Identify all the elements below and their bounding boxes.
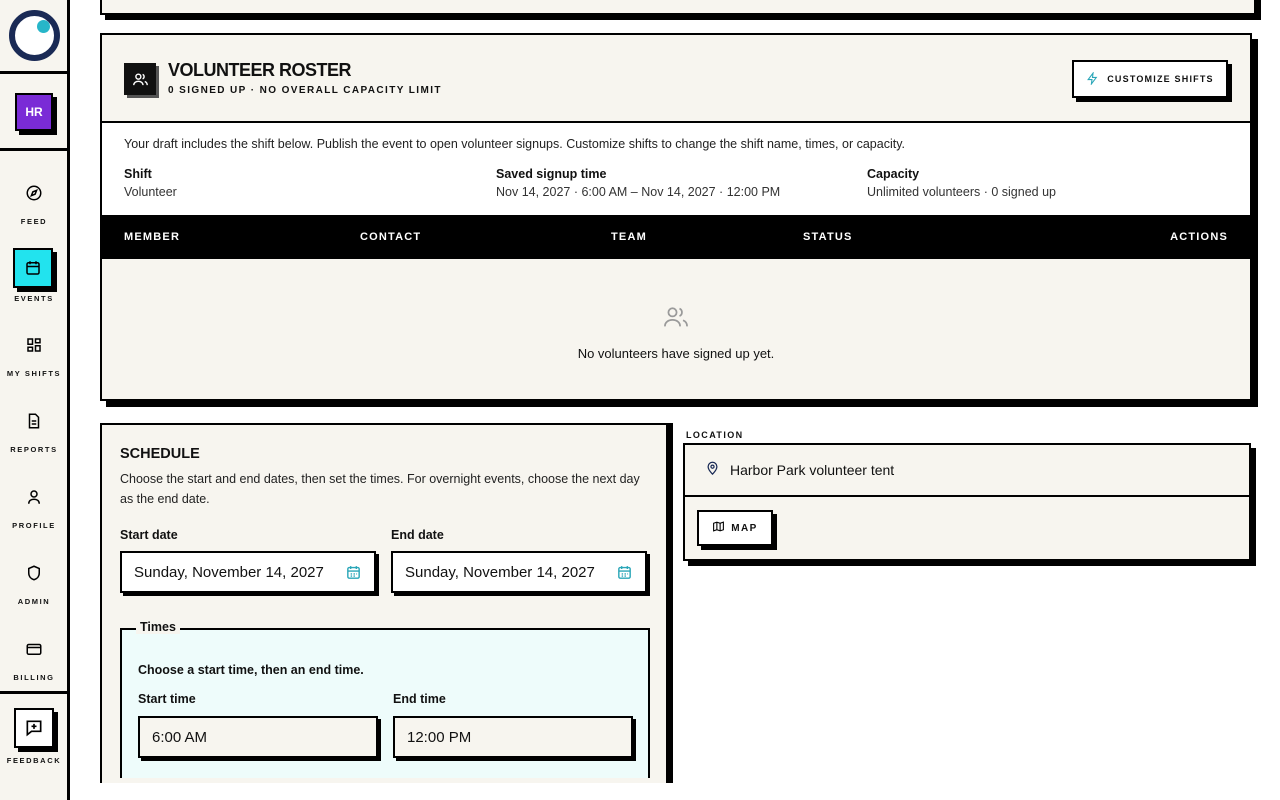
capacity-value: Unlimited volunteers · 0 signed up: [867, 185, 1056, 199]
capacity-info: [867, 167, 1056, 199]
sidebar: [0, 0, 70, 800]
calendar-icon[interactable]: [345, 564, 362, 585]
nav-item-feed[interactable]: [0, 175, 68, 226]
end-date-input[interactable]: [391, 551, 647, 593]
start-date-label: Start date: [120, 528, 178, 542]
start-date-input[interactable]: [120, 551, 376, 593]
nav-label: ADMIN: [17, 597, 51, 606]
start-date-value: Sunday, November 14, 2027: [134, 564, 324, 581]
nav-item-billing[interactable]: [0, 631, 68, 682]
end-date-label: End date: [391, 528, 444, 542]
nav-label: BILLING: [13, 673, 55, 682]
shift-value: Volunteer: [124, 185, 177, 199]
previous-card-edge: [100, 0, 1256, 15]
users-icon: [662, 318, 690, 335]
roster-empty-state: [102, 259, 1250, 399]
schedule-title: SCHEDULE: [120, 446, 200, 462]
nav-label: FEEDBACK: [6, 756, 62, 765]
compass-icon: [16, 175, 52, 211]
roster-header: [102, 35, 1250, 123]
times-fieldset: [120, 620, 650, 778]
column-header-contact[interactable]: CONTACT: [360, 231, 422, 243]
nav-label: MY SHIFTS: [6, 369, 62, 378]
document-icon: [16, 403, 52, 439]
customize-shifts-button[interactable]: [1072, 60, 1228, 98]
location-label: LOCATION: [686, 430, 744, 440]
times-legend: Times: [136, 620, 180, 634]
schedule-description: Choose the start and end dates, then set the times. For overnight events, choose the next day as the end date.: [120, 472, 640, 506]
nav-label: PROFILE: [12, 521, 56, 530]
end-time-input[interactable]: [393, 716, 633, 758]
column-header-actions: ACTIONS: [1170, 231, 1228, 243]
grid-icon: [16, 327, 52, 363]
nav-item-my-shifts[interactable]: [0, 327, 68, 378]
column-header-member[interactable]: MEMBER: [124, 231, 181, 243]
roster-subtitle: 0 SIGNED UP · NO OVERALL CAPACITY LIMIT: [168, 85, 442, 96]
column-header-team[interactable]: TEAM: [611, 231, 647, 243]
start-time-label: Start time: [138, 692, 196, 706]
start-time-value: 6:00 AM: [152, 729, 208, 746]
message-plus-icon: [14, 708, 54, 748]
shield-icon: [16, 555, 52, 591]
roster-title: VOLUNTEER ROSTER: [168, 60, 352, 80]
nav-item-reports[interactable]: [0, 403, 68, 454]
volunteer-roster-card: [100, 33, 1252, 401]
column-header-status[interactable]: STATUS: [803, 231, 853, 243]
calendar-icon[interactable]: [616, 564, 633, 585]
avatar[interactable]: HR: [15, 93, 53, 131]
map-icon: [712, 520, 725, 536]
shift-label: Shift: [124, 167, 152, 181]
draft-shift-info: [102, 123, 1250, 215]
capacity-label: Capacity: [867, 167, 920, 181]
map-button[interactable]: [697, 510, 773, 546]
map-pin-icon: [705, 461, 720, 479]
nav-label: EVENTS: [14, 294, 54, 303]
location-row: [685, 445, 1249, 497]
end-date-value: Sunday, November 14, 2027: [405, 564, 595, 581]
signup-time-info: [496, 167, 780, 199]
nav-label: REPORTS: [10, 445, 58, 454]
schedule-card: [100, 423, 668, 783]
feedback-button[interactable]: [0, 708, 68, 765]
end-time-value: 12:00 PM: [407, 729, 472, 746]
app-logo[interactable]: [9, 10, 60, 61]
shift-info: [124, 167, 177, 199]
users-icon: [124, 63, 156, 95]
times-instruction: Choose a start time, then an end time.: [138, 663, 364, 677]
nav-item-events[interactable]: [0, 248, 68, 303]
nav-item-admin[interactable]: [0, 555, 68, 606]
start-time-input[interactable]: [138, 716, 378, 758]
sidebar-divider: [0, 71, 68, 74]
signup-time-label: Saved signup time: [496, 167, 607, 181]
end-time-label: End time: [393, 692, 446, 706]
location-place: Harbor Park volunteer tent: [730, 462, 895, 478]
signup-time-value: Nov 14, 2027 · 6:00 AM – Nov 14, 2027 · 12:00 PM: [496, 185, 781, 199]
location-card: [683, 443, 1251, 561]
sidebar-divider: [0, 148, 68, 151]
sidebar-divider: [0, 691, 68, 694]
nav-item-profile[interactable]: [0, 479, 68, 530]
user-icon: [16, 479, 52, 515]
calendar-icon: [13, 248, 53, 288]
empty-state-text: No volunteers have signed up yet.: [577, 346, 775, 361]
roster-table-header: [102, 215, 1250, 259]
customize-shifts-label: CUSTOMIZE SHIFTS: [1107, 74, 1214, 84]
lightning-icon: [1086, 72, 1099, 87]
map-button-label: MAP: [731, 522, 758, 534]
credit-card-icon: [16, 631, 52, 667]
draft-note: Your draft includes the shift below. Publish the event to open volunteer signups. Customize shifts to change the shift name, times, or capacity.: [124, 137, 905, 151]
nav-label: FEED: [20, 217, 48, 226]
